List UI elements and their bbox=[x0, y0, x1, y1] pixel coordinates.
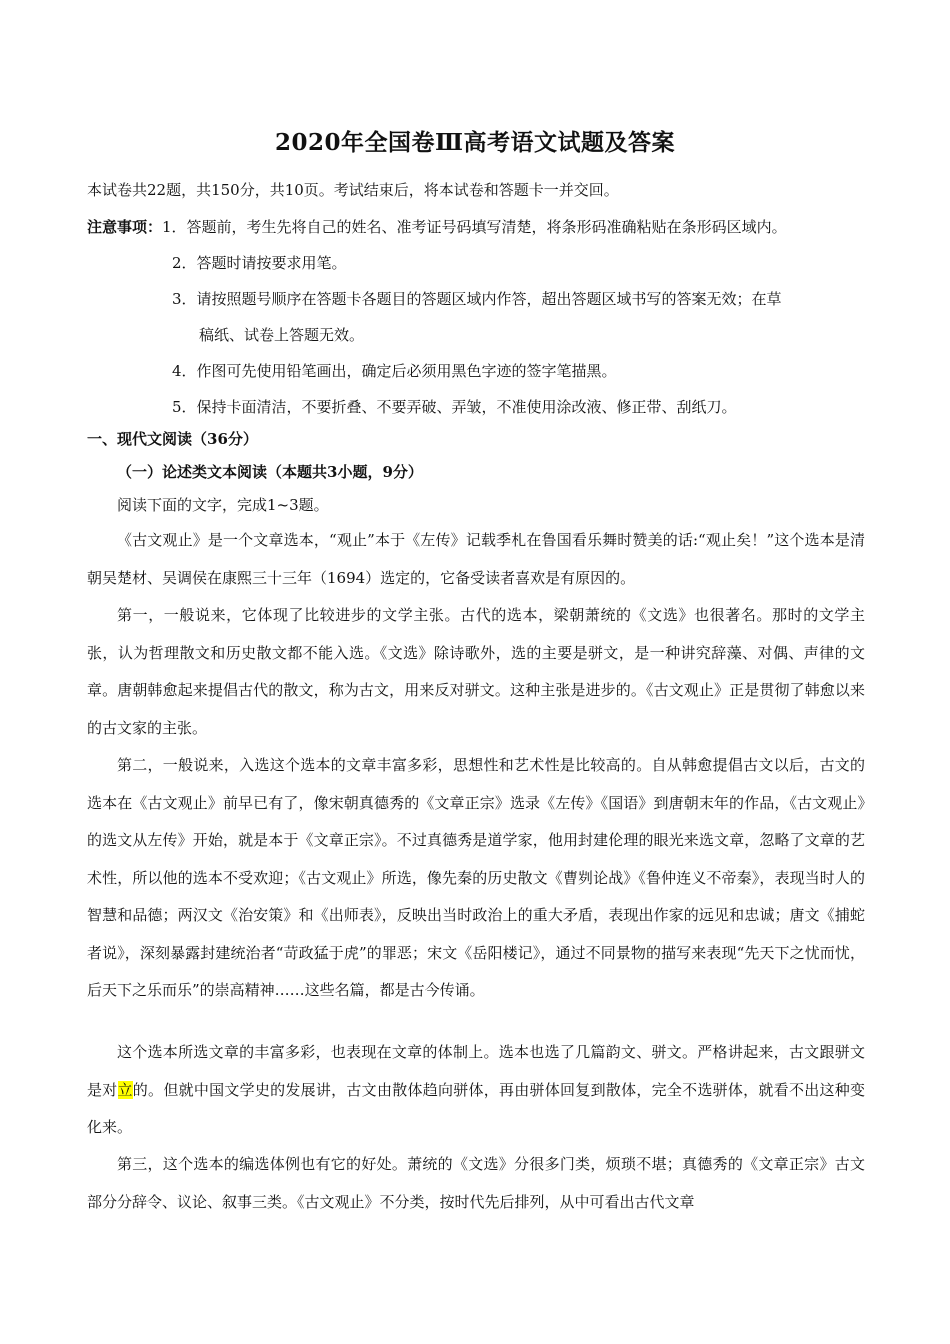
notice-line-1 bbox=[87, 217, 787, 237]
notice-item: 稿纸、试卷上答题无效。 bbox=[199, 326, 365, 344]
notice-item: 1．答题前，考生先将自己的姓名、准考证号码填写清楚，将条形码准确粘贴在条形码区域内。 bbox=[162, 218, 787, 236]
notice-item: 3．请按照题号顺序在答题卡各题目的答题区域内作答，超出答题区域书写的答案无效；在草 bbox=[172, 290, 782, 308]
body-paragraph: 第二，一般说来，入选这个选本的文章丰富多彩，思想性和艺术性是比较高的。自从韩愈提倡古文以后，古文的选本在《古文观止》前早已有了，像宋朝真德秀的《文章正宗》选录《左传》《国语》到唐朝末年的作品，《古文观止》的选文从左传》开始，就是本于《文章正宗》。不过真德秀是道学家，他用封建伦理的眼光来选文章，忽略了文章的艺术性，所以他的选本不受欢迎；《古文观止》所选，像先秦的历史散文《曹刿论战》《鲁仲连义不帝秦》，表现当时人的智慧和品德；两汉文《治安策》和《出师表》，反映出当时政治上的重大矛盾，表现出作家的远见和忠诚；唐文《捕蛇者说》，深刻暴露封建统治者“苛政猛于虎”的罪恶；宋文《岳阳楼记》，通过不同景物的描写来表现“先天下之忧而忧，后天下之乐而乐”的崇高精神……这些名篇，都是古今传诵。 bbox=[87, 756, 865, 999]
body-paragraph: 《古文观止》是一个文章选本，“观止”本于《左传》记载季札在鲁国看乐舞时赞美的话:“观止矣！”这个选本是清朝吴楚材、吴调侯在康熙三十三年（1694）选定的，它备受读者喜欢是有原因的。 bbox=[87, 531, 865, 587]
paragraph-text: 的。但就中国文学史的发展讲，古文由散体趋向骈体，再由骈体回复到散体，完全不选骈体，就看不出这种变化来。 bbox=[87, 1080, 865, 1136]
notice-item: 4．作图可先使用铅笔画出，确定后必须用黑色字迹的签字笔描黑。 bbox=[172, 362, 617, 380]
section-heading: 一、现代文阅读（36分） bbox=[87, 430, 258, 448]
body-paragraph: 第三，这个选本的编选体例也有它的好处。萧统的《文选》分很多门类，烦琐不堪；真德秀的《文章正宗》古文部分分辞令、议论、叙事三类。《古文观止》不分类，按时代先后排列，从中可看出古代文章 bbox=[87, 1155, 865, 1211]
document-title: 2020年全国卷Ⅲ高考语文试题及答案 bbox=[274, 129, 676, 156]
subsection-heading: （一）论述类文本阅读（本题共3小题，9分） bbox=[117, 463, 423, 481]
highlighted-text: 立 bbox=[117, 1080, 133, 1099]
body-paragraph bbox=[87, 1034, 865, 1147]
paragraph-text: 这个选本所选文章的丰富多彩，也表现在文章的体制上。选本也选了几篇韵文、骈文。严格讲起来，古文跟骈文是对 bbox=[87, 1043, 865, 1099]
notice-item: 2．答题时请按要求用笔。 bbox=[172, 254, 347, 272]
notice-item: 5．保持卡面清洁，不要折叠、不要弄破、弄皱，不准使用涂改液、修正带、刮纸刀。 bbox=[172, 398, 737, 416]
reading-instruction: 阅读下面的文字，完成1~3题。 bbox=[117, 496, 329, 514]
exam-intro: 本试卷共22题，共150分，共10页。考试结束后，将本试卷和答题卡一并交回。 bbox=[87, 181, 619, 199]
notice-label: 注意事项： bbox=[87, 218, 163, 236]
body-paragraph: 第一，一般说来，它体现了比较进步的文学主张。古代的选本，梁朝萧统的《文选》也很著名。那时的文学主张，认为哲理散文和历史散文都不能入选。《文选》除诗歌外，选的主要是骈文，是一种讲究辞藻、对偶、声律的文章。唐朝韩愈起来提倡古代的散文，称为古文，用来反对骈文。这种主张是进步的。《古文观止》正是贯彻了韩愈以来的古文家的主张。 bbox=[87, 606, 865, 737]
